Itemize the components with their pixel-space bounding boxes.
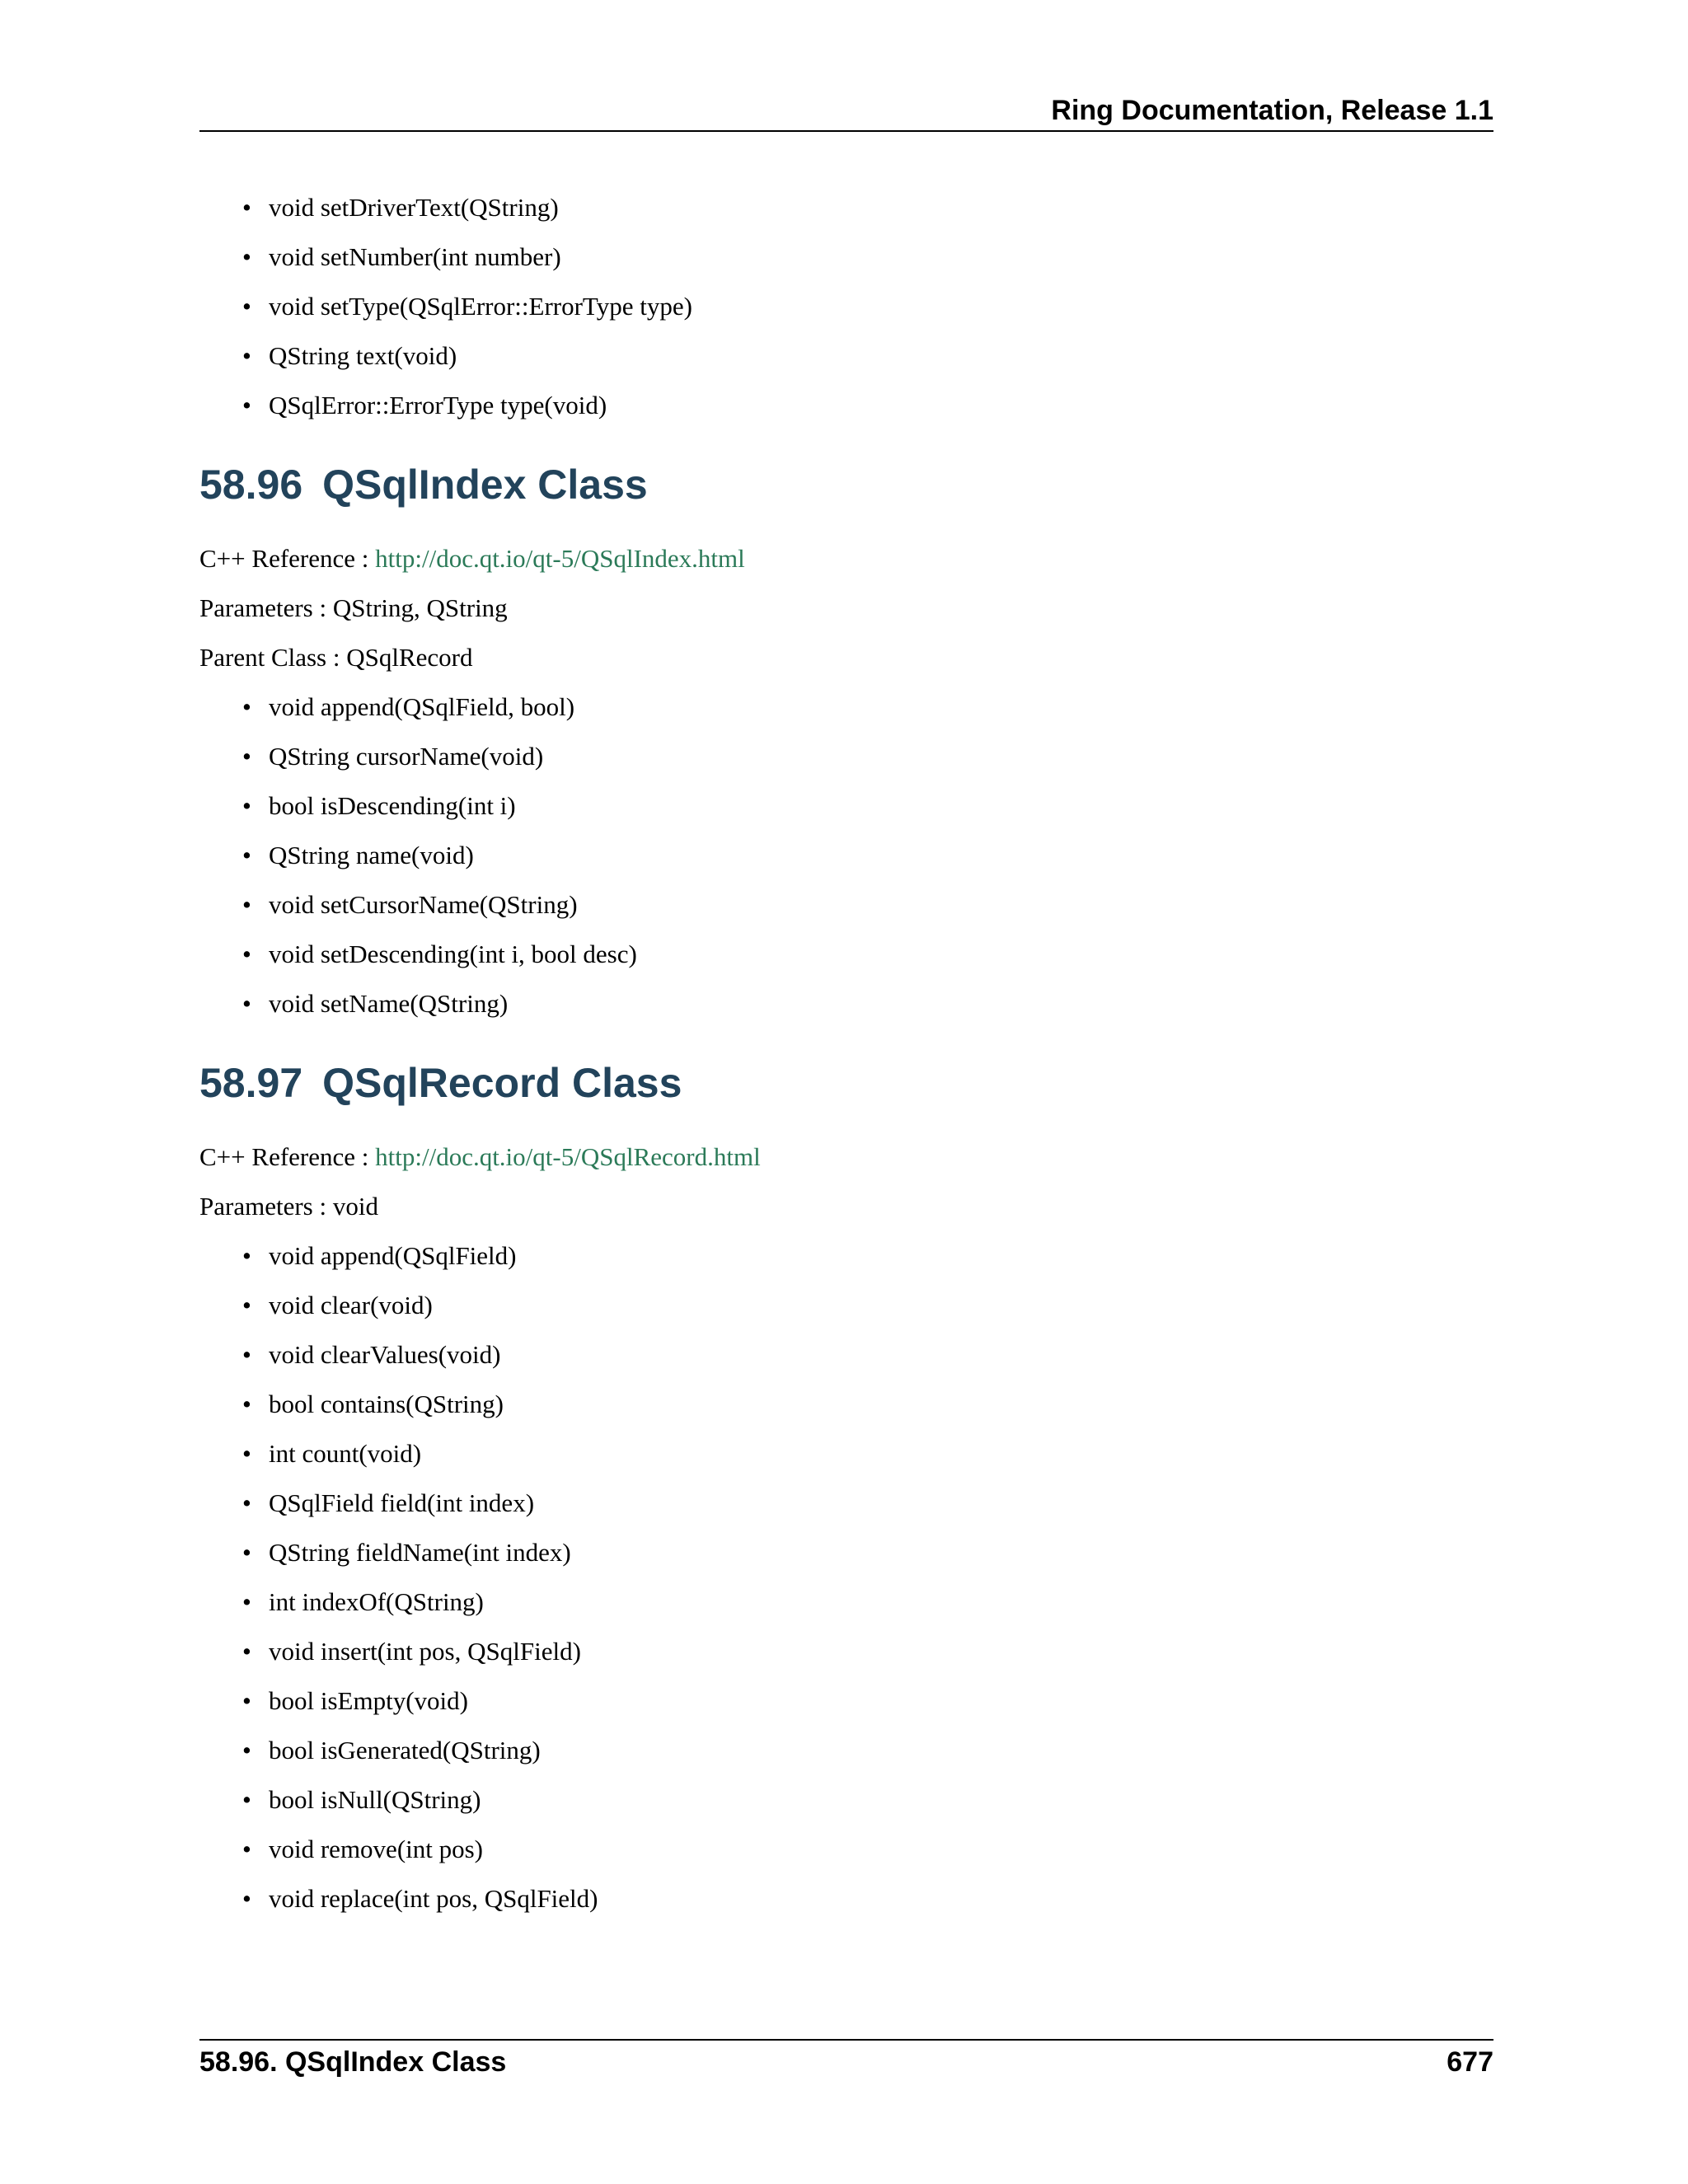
section-heading-qsqlindex [199,460,1493,509]
list-item [242,340,1493,373]
page-content [199,191,1493,1932]
bullet-icon: • [242,1736,251,1765]
reference-label: C++ Reference : [199,544,369,573]
list-item [242,1536,1493,1569]
list-item [242,1882,1493,1915]
list-item [242,1783,1493,1816]
list-item [242,241,1493,274]
list-item [242,389,1493,422]
bullet-icon: • [242,1686,251,1715]
list-item [242,1685,1493,1718]
bullet-icon: • [242,1785,251,1814]
qsqlindex-method-list [199,691,1493,1020]
bullet-icon: • [242,1340,251,1369]
footer-section-title: 58.96. QSqlIndex Class [199,2046,507,2078]
method-signature: void setName(QString) [269,989,509,1018]
intro-method-list [199,191,1493,422]
cpp-reference [199,542,1493,575]
bullet-icon: • [242,391,251,419]
bullet-icon: • [242,890,251,919]
document-page [199,0,1493,2184]
running-footer [199,2044,1493,2080]
bullet-icon: • [242,742,251,771]
method-signature: bool isNull(QString) [269,1785,481,1814]
bullet-icon: • [242,1439,251,1468]
section-number: 58.97 [199,1060,303,1106]
method-signature: bool isDescending(int i) [269,791,516,820]
list-item [242,691,1493,724]
bullet-icon: • [242,242,251,271]
method-signature: void setDriverText(QString) [269,193,559,222]
method-signature: void setDescending(int i, bool desc) [269,940,637,968]
method-signature: void remove(int pos) [269,1835,484,1863]
reference-link[interactable]: http://doc.qt.io/qt-5/QSqlRecord.html [375,1142,761,1171]
list-item [242,1734,1493,1767]
method-signature: int count(void) [269,1439,422,1468]
parent-class-line: Parent Class : QSqlRecord [199,643,473,672]
method-signature: bool isGenerated(QString) [269,1736,541,1765]
footer-rule [199,2039,1493,2041]
reference-label: C++ Reference : [199,1142,369,1171]
method-signature: void append(QSqlField, bool) [269,692,575,721]
bullet-icon: • [242,940,251,968]
method-signature: void clearValues(void) [269,1340,501,1369]
section-title: QSqlRecord Class [322,1060,682,1106]
list-item [242,1388,1493,1421]
list-item [242,1487,1493,1520]
method-signature: QString text(void) [269,341,457,370]
list-item [242,1289,1493,1322]
list-item [242,790,1493,823]
bullet-icon: • [242,1835,251,1863]
list-item [242,1635,1493,1668]
method-signature: int indexOf(QString) [269,1587,484,1616]
list-item [242,1338,1493,1371]
method-signature: QSqlField field(int index) [269,1488,535,1517]
list-item [242,938,1493,971]
list-item [242,191,1493,224]
section-title: QSqlIndex Class [322,462,648,508]
list-item [242,1833,1493,1866]
method-signature: QSqlError::ErrorType type(void) [269,391,607,419]
parameters-line: Parameters : void [199,1192,378,1221]
page-number: 677 [1447,2046,1493,2078]
section-number: 58.96 [199,462,303,508]
method-signature: QString cursorName(void) [269,742,544,771]
running-header: Ring Documentation, Release 1.1 [1051,95,1493,126]
bullet-icon: • [242,1390,251,1418]
bullet-icon: • [242,341,251,370]
cpp-reference [199,1141,1493,1174]
bullet-icon: • [242,791,251,820]
bullet-icon: • [242,1291,251,1319]
bullet-icon: • [242,841,251,869]
method-signature: void clear(void) [269,1291,433,1319]
header-rule [199,130,1493,132]
list-item [242,987,1493,1020]
list-item [242,1437,1493,1470]
list-item [242,1240,1493,1272]
bullet-icon: • [242,1884,251,1913]
method-signature: QString name(void) [269,841,474,869]
list-item [242,839,1493,872]
method-signature: void insert(int pos, QSqlField) [269,1637,581,1666]
bullet-icon: • [242,1587,251,1616]
bullet-icon: • [242,989,251,1018]
method-signature: bool contains(QString) [269,1390,504,1418]
parameters-line: Parameters : QString, QString [199,593,508,622]
method-signature: void setType(QSqlError::ErrorType type) [269,292,692,321]
method-signature: void append(QSqlField) [269,1241,517,1270]
method-signature: void setCursorName(QString) [269,890,578,919]
method-signature: QString fieldName(int index) [269,1538,571,1567]
bullet-icon: • [242,1538,251,1567]
bullet-icon: • [242,292,251,321]
list-item [242,888,1493,921]
section-heading-qsqlrecord [199,1058,1493,1108]
qsqlrecord-method-list [199,1240,1493,1915]
method-signature: void setNumber(int number) [269,242,561,271]
bullet-icon: • [242,692,251,721]
bullet-icon: • [242,1488,251,1517]
reference-link[interactable]: http://doc.qt.io/qt-5/QSqlIndex.html [375,544,745,573]
method-signature: bool isEmpty(void) [269,1686,468,1715]
list-item [242,1586,1493,1619]
bullet-icon: • [242,1637,251,1666]
method-signature: void replace(int pos, QSqlField) [269,1884,598,1913]
list-item [242,290,1493,323]
bullet-icon: • [242,1241,251,1270]
bullet-icon: • [242,193,251,222]
list-item [242,740,1493,773]
